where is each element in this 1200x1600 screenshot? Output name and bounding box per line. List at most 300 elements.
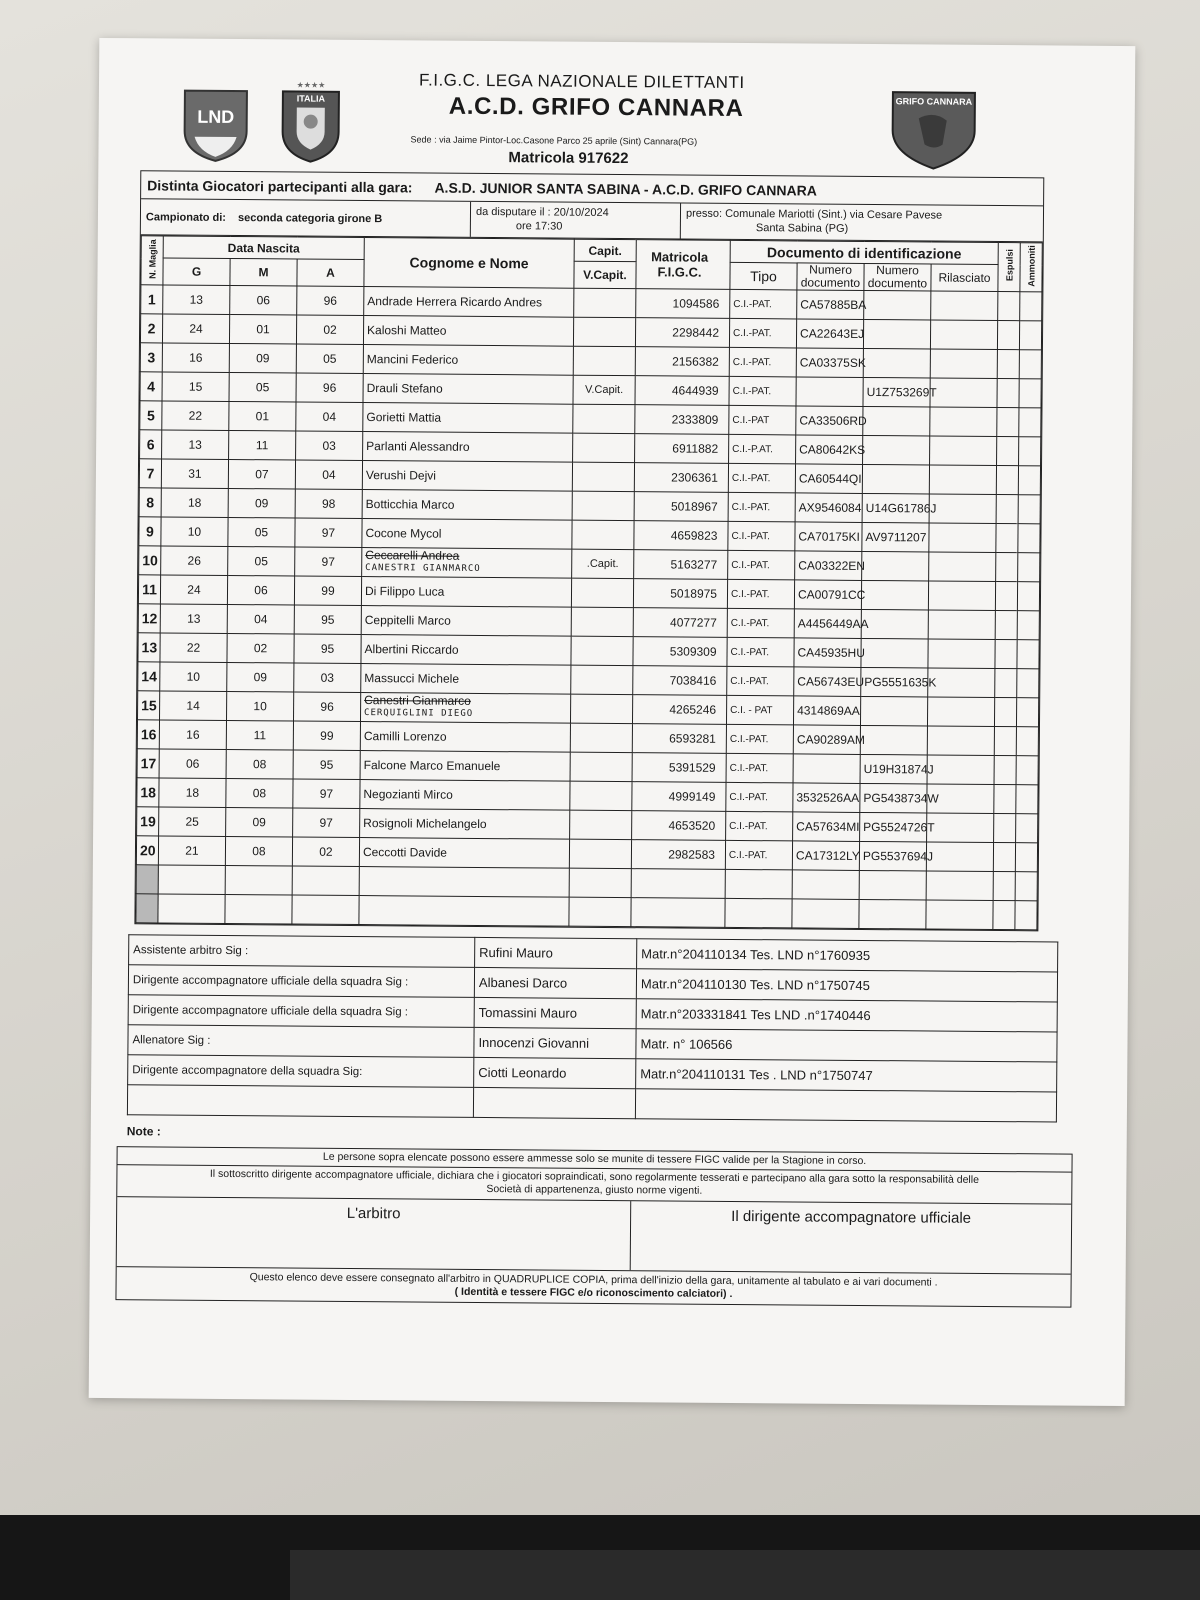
figc-matricola: 5018975 (633, 579, 727, 609)
player-name: Cocone Mycol (365, 526, 442, 541)
player-name: Verushi Dejvi (365, 468, 437, 483)
staff-name: Rufini Mauro (475, 937, 637, 968)
expelled-mark (995, 611, 1017, 640)
empty-cell (993, 871, 1015, 900)
player-name-cell (362, 461, 572, 492)
player-name: Botticchia Marco (365, 497, 455, 512)
championship-cell (141, 199, 471, 237)
birth-month: 09 (228, 488, 295, 518)
booked-mark (1019, 408, 1041, 437)
birth-year: 96 (296, 373, 363, 403)
col-matricola: Matricola F.I.G.C. (636, 240, 730, 290)
birth-day: 06 (159, 749, 226, 779)
captain-mark (571, 607, 633, 636)
player-name-cell (361, 635, 571, 666)
player-name: Mancini Federico (366, 352, 459, 367)
expelled-mark (994, 727, 1016, 756)
staff-name: Albanesi Darco (474, 967, 636, 998)
birth-year: 02 (296, 315, 363, 345)
empty-cell (792, 899, 859, 929)
birth-month: 11 (229, 430, 296, 460)
birth-month: 09 (229, 343, 296, 373)
captain-mark (571, 636, 633, 665)
booked-mark (1017, 640, 1039, 669)
player-name: Ceppitelli Marco (364, 613, 451, 628)
booked-mark (1017, 669, 1039, 698)
lnd-logo (180, 87, 251, 164)
player-name: Gorietti Mattia (366, 410, 442, 425)
note-label: Note : (126, 1124, 161, 1139)
doc-number-2 (862, 464, 929, 494)
player-name: Albertini Riccardo (364, 642, 459, 657)
birth-month: 07 (228, 459, 295, 489)
booked-mark (1018, 466, 1040, 495)
player-name-cell (362, 548, 572, 579)
staff-registration: Matr. n° 106566 (636, 1029, 1057, 1062)
expelled-mark (995, 669, 1017, 698)
birth-year: 95 (294, 605, 361, 635)
birth-day: 14 (160, 691, 227, 721)
championship-value: seconda categoria girone B (237, 211, 383, 225)
player-name-struck: Canestri Gianmarco (364, 693, 471, 708)
expelled-mark (997, 321, 1019, 350)
player-name-cell (360, 780, 570, 811)
player-name-cell (363, 345, 573, 376)
figc-matricola: 6593281 (632, 724, 726, 754)
col-vcapit: V.Capit. (574, 261, 636, 288)
birth-year: 04 (295, 460, 362, 490)
birth-year: 98 (295, 489, 362, 519)
captain-mark (573, 346, 635, 375)
birth-year: 97 (295, 518, 362, 548)
captain-mark (570, 781, 632, 810)
club-address: Sede : via Jaime Pintor-Loc.Casone Parco 25 aprile (Sint) Cannara(PG) (410, 134, 698, 147)
player-name: Ceccotti Davide (362, 845, 448, 860)
birth-year: 04 (296, 402, 363, 432)
doc-number-1: CA00791CC (794, 580, 861, 610)
expelled-mark (997, 379, 1019, 408)
captain-mark (570, 723, 632, 752)
player-name-cell (359, 838, 569, 869)
staff-registration: Matr.n°204110131 Tes . LND n°1750747 (636, 1059, 1057, 1092)
expelled-mark (995, 582, 1017, 611)
player-number: 1 (141, 285, 163, 314)
birth-day: 15 (162, 372, 229, 402)
player-name: Rosignoli Michelangelo (363, 816, 487, 832)
match-label: Distinta Giocatori partecipanti alla gara: (147, 176, 413, 195)
expelled-mark (993, 843, 1015, 872)
empty-cell (158, 865, 225, 895)
grifo-cannara-logo (888, 84, 979, 171)
player-name-cell (360, 693, 570, 724)
doc-issued (930, 436, 997, 466)
birth-day: 13 (163, 285, 230, 315)
staff-role: Dirigente accompagnatore della squadra Sig: (128, 1055, 474, 1088)
referee-signature: L'arbitro (117, 1197, 632, 1270)
player-number: 14 (138, 662, 160, 691)
birth-month: 02 (227, 633, 294, 663)
col-capit: Capit. (574, 239, 636, 261)
col-nome: Cognome e Nome (364, 238, 574, 289)
empty-cell (725, 869, 792, 899)
empty-cell (225, 894, 292, 924)
birth-month: 08 (226, 778, 293, 808)
player-number: 3 (140, 343, 162, 372)
player-name: Kaloshi Matteo (367, 323, 447, 338)
empty-cell (1015, 872, 1037, 901)
birth-day: 10 (161, 517, 228, 547)
birth-year: 99 (294, 576, 361, 606)
doc-number-2 (860, 725, 927, 755)
figc-matricola: 4644939 (635, 376, 729, 406)
captain-mark (572, 462, 634, 491)
expelled-mark (997, 408, 1019, 437)
doc-issued (929, 523, 996, 553)
booked-mark (1016, 814, 1038, 843)
doc-type: C.I.-PAT. (726, 724, 793, 754)
captain-mark (571, 578, 633, 607)
figc-matricola: 5309309 (633, 637, 727, 667)
col-num-doc1: Numero documento (797, 263, 864, 291)
player-number: 4 (140, 372, 162, 401)
booked-mark (1018, 495, 1040, 524)
birth-day: 22 (162, 401, 229, 431)
player-name-cell (362, 490, 572, 521)
figc-matricola: 2333809 (635, 405, 729, 435)
captain-mark (573, 433, 635, 462)
birth-month: 05 (228, 517, 295, 547)
venue-line2: Santa Sabina (PG) (755, 222, 849, 235)
booked-mark (1016, 727, 1038, 756)
birth-day: 13 (162, 430, 229, 460)
doc-issued (930, 407, 997, 437)
birth-month: 05 (228, 546, 295, 576)
birth-day: 18 (161, 488, 228, 518)
birth-day: 16 (162, 343, 229, 373)
empty-cell (359, 867, 569, 898)
federation-title: F.I.G.C. LEGA NAZIONALE DILETTANTI (418, 70, 745, 93)
birth-day: 16 (159, 720, 226, 750)
player-number: 17 (137, 749, 159, 778)
player-name: Andrade Herrera Ricardo Andres (367, 294, 543, 310)
svg-text:GRIFO CANNARA: GRIFO CANNARA (895, 96, 973, 107)
svg-text:★★★★: ★★★★ (296, 80, 326, 90)
figc-matricola: 4659823 (634, 521, 728, 551)
col-n-maglia: N. Maglia (141, 236, 163, 285)
booked-mark (1019, 379, 1041, 408)
players-table (135, 235, 1042, 930)
col-data-nascita: Data Nascita (163, 236, 364, 260)
empty-cell (725, 898, 792, 928)
doc-number-1: 4314869AA (793, 696, 860, 726)
figc-matricola: 5018967 (634, 492, 728, 522)
birth-day: 26 (161, 546, 228, 576)
player-name-handwritten: CANESTRI GIANMARCO (365, 563, 481, 574)
empty-cell (225, 865, 292, 895)
player-name-corrected (365, 549, 568, 577)
empty-cell (926, 900, 993, 930)
player-name-cell (360, 809, 570, 840)
birth-year: 03 (294, 663, 361, 693)
expelled-mark (997, 350, 1019, 379)
figc-matricola: 6911882 (635, 434, 729, 464)
birth-day: 21 (158, 836, 225, 866)
doc-number-1: CA57634MI (793, 812, 860, 842)
svg-text:ITALIA: ITALIA (296, 93, 326, 104)
doc-number-1: CA03375SK (796, 348, 863, 378)
col-documento: Documento di identificazione (730, 240, 998, 264)
expelled-mark (994, 785, 1016, 814)
captain-mark: .Capit. (572, 549, 634, 578)
doc-type: C.I.-PAT. (727, 666, 794, 696)
figc-matricola: 5391529 (632, 753, 726, 783)
doc-issued (928, 668, 995, 698)
doc-number-1: CA33506RD (796, 406, 863, 436)
staff-name: Ciotti Leonardo (474, 1057, 636, 1088)
birth-day: 18 (159, 778, 226, 808)
players-form (134, 170, 1044, 931)
captain-mark: V.Capit. (573, 375, 635, 404)
player-number: 6 (140, 430, 162, 459)
doc-number-1 (796, 377, 863, 407)
birth-month: 08 (226, 749, 293, 779)
player-number: 10 (139, 546, 161, 575)
doc-number-2 (864, 290, 931, 320)
player-name-cell (361, 606, 571, 637)
player-name-cell (361, 577, 571, 608)
figc-matricola: 4077277 (633, 608, 727, 638)
notes-footer (116, 1267, 1070, 1306)
staff-table (127, 934, 1058, 1122)
figc-matricola: 4999149 (632, 782, 726, 812)
player-name: Di Filippo Luca (364, 584, 445, 599)
player-name: Negozianti Mirco (363, 787, 453, 802)
staff-registration: Matr.n°203331841 Tes LND .n°1740446 (636, 999, 1057, 1032)
birth-month: 11 (226, 720, 293, 750)
declaration-line-b: Società di appartenenza, giusto norme vigenti. (486, 1183, 703, 1197)
birth-day: 31 (161, 459, 228, 489)
player-name: Falcone Marco Emanuele (363, 758, 501, 774)
doc-issued (931, 291, 998, 321)
doc-number-1: CA80642KS (796, 435, 863, 465)
booked-mark (1019, 321, 1041, 350)
captain-mark (570, 752, 632, 781)
booked-mark (1020, 292, 1042, 321)
doc-number-2: U19H31874J (860, 754, 927, 784)
empty-cell (292, 895, 359, 925)
staff-role: Dirigente accompagnatore ufficiale della squadra Sig : (128, 995, 474, 1028)
doc-number-1: CA70175KI (795, 522, 862, 552)
birth-month: 04 (227, 604, 294, 634)
birth-year: 05 (296, 344, 363, 374)
player-number: 16 (137, 720, 159, 749)
doc-type: C.I.-PAT (729, 405, 796, 435)
player-number: 2 (140, 314, 162, 343)
notes-box (115, 1146, 1072, 1308)
match-date: da disputare il : 20/10/2024 (475, 205, 609, 219)
doc-type: C.I.-PAT. (729, 376, 796, 406)
birth-month: 09 (227, 662, 294, 692)
col-num-doc2: Numero documento (864, 263, 931, 291)
empty-cell (1015, 901, 1037, 930)
birth-month: 09 (226, 807, 293, 837)
player-number: 13 (138, 633, 160, 662)
player-number: 18 (137, 778, 159, 807)
expelled-mark (995, 640, 1017, 669)
championship-label: Campionato di: (145, 210, 227, 224)
col-rilasciato: Rilasciato (931, 264, 998, 292)
birth-year: 95 (293, 750, 360, 780)
sheet-header (98, 38, 1135, 178)
doc-issued (926, 842, 993, 872)
captain-mark (573, 404, 635, 433)
empty-cell (631, 898, 725, 928)
doc-number-2 (863, 406, 930, 436)
doc-type: C.I.-PAT. (728, 521, 795, 551)
doc-number-2 (863, 319, 930, 349)
birth-day: 22 (160, 633, 227, 663)
doc-number-2: U14G61786J (862, 493, 929, 523)
table-row-empty (136, 894, 1037, 930)
doc-number-2: U1Z753269T (863, 377, 930, 407)
player-name: Parlanti Alessandro (366, 439, 470, 454)
doc-number-2 (860, 696, 927, 726)
player-name-cell (362, 519, 572, 550)
expelled-mark (994, 756, 1016, 785)
doc-number-1: 3532526AA (793, 783, 860, 813)
player-number: 7 (139, 459, 161, 488)
staff-name (473, 1087, 635, 1118)
birth-day: 24 (160, 575, 227, 605)
doc-number-1 (793, 754, 860, 784)
doc-issued (929, 552, 996, 582)
doc-number-1: CA57885BA (797, 290, 864, 320)
expelled-mark (994, 698, 1016, 727)
captain-mark (571, 665, 633, 694)
expelled-mark (997, 437, 1019, 466)
empty-cell (136, 894, 158, 923)
birth-day: 25 (159, 807, 226, 837)
figc-matricola: 1094586 (636, 289, 730, 319)
venue-line1: presso: Comunale Mariotti (Sint.) via Cesare Pavese (685, 207, 943, 222)
doc-number-2: AV9711207 (862, 522, 929, 552)
doc-type: C.I. - PAT (726, 695, 793, 725)
col-g: G (163, 258, 230, 286)
doc-issued (927, 755, 994, 785)
doc-issued (930, 378, 997, 408)
birth-day: 13 (160, 604, 227, 634)
player-number: 5 (140, 401, 162, 430)
doc-number-1: CA17312LY (792, 841, 859, 871)
doc-number-1: CA90289AM (793, 725, 860, 755)
empty-cell (569, 897, 631, 926)
birth-month: 06 (230, 285, 297, 315)
figc-matricola: 4653520 (632, 811, 726, 841)
expelled-mark (996, 553, 1018, 582)
manager-signature: Il dirigente accompagnatore ufficiale (731, 1207, 972, 1227)
empty-cell (631, 869, 725, 899)
player-number: 19 (137, 807, 159, 836)
empty-cell (926, 871, 993, 901)
expelled-mark (998, 292, 1020, 321)
doc-type: C.I.-PAT. (726, 782, 793, 812)
doc-issued (927, 813, 994, 843)
booked-mark (1016, 756, 1038, 785)
staff-name: Tomassini Mauro (474, 997, 636, 1028)
birth-month: 08 (225, 836, 292, 866)
venue-cell (681, 204, 1043, 242)
doc-type: C.I.-PAT. (728, 492, 795, 522)
captain-mark (574, 288, 636, 317)
birth-year: 97 (295, 547, 362, 577)
birth-year: 97 (293, 779, 360, 809)
booked-mark (1017, 582, 1039, 611)
doc-type: C.I.-PAT. (727, 637, 794, 667)
doc-type: C.I.-PAT. (729, 318, 796, 348)
player-name-cell (360, 751, 570, 782)
player-name-cell (363, 403, 573, 434)
booked-mark (1015, 843, 1037, 872)
captain-mark (572, 520, 634, 549)
doc-type: C.I.-PAT. (726, 811, 793, 841)
doc-number-2 (861, 638, 928, 668)
booked-mark (1019, 350, 1041, 379)
col-a: A (297, 259, 364, 287)
booked-mark (1018, 553, 1040, 582)
col-tipo: Tipo (730, 262, 797, 290)
staff-role (127, 1085, 473, 1118)
date-cell (471, 202, 681, 239)
doc-number-2 (863, 348, 930, 378)
birth-month: 10 (227, 691, 294, 721)
footer-line-b: ( Identità e tessere FIGC e/o riconoscimento calciatori) . (454, 1285, 733, 1300)
birth-year: 96 (293, 692, 360, 722)
player-name: Drauli Stefano (366, 381, 443, 396)
figc-matricola: 2298442 (635, 318, 729, 348)
doc-number-2: PG5551635K (861, 667, 928, 697)
player-name-cell (363, 432, 573, 463)
staff-role: Allenatore Sig : (128, 1025, 474, 1058)
player-number: 8 (139, 488, 161, 517)
figc-matricola: 4265246 (632, 695, 726, 725)
birth-month: 05 (229, 372, 296, 402)
doc-issued (927, 726, 994, 756)
booked-mark (1016, 698, 1038, 727)
notes-line1: Le persone sopra elencate possono essere ammesse solo se munite di tessere FIGC valide per la Stagione in corso. (118, 1147, 1072, 1172)
birth-year: 97 (293, 808, 360, 838)
birth-month: 06 (227, 575, 294, 605)
declaration-line-a: Il sottoscritto dirigente accompagnatore ufficiale, dichiara che i giocatori sopraindicati, sono regolarmente tesserati e partecipano alla gara sotto la responsabilità delle (209, 1167, 979, 1186)
captain-mark (569, 839, 631, 868)
col-m: M (230, 258, 297, 286)
captain-mark (572, 491, 634, 520)
staff-name: Innocenzi Giovanni (474, 1027, 636, 1058)
empty-cell (859, 870, 926, 900)
birth-year: 95 (294, 634, 361, 664)
figc-matricola: 2306361 (634, 463, 728, 493)
figc-matricola: 5163277 (634, 550, 728, 580)
expelled-mark (996, 524, 1018, 553)
doc-type: C.I.-PAT. (727, 608, 794, 638)
doc-issued (929, 465, 996, 495)
doc-issued (928, 581, 995, 611)
player-number: 20 (136, 836, 158, 865)
signature-row (117, 1197, 1072, 1274)
doc-number-1: AX9546084 (795, 493, 862, 523)
doc-number-1: CA03322EN (795, 551, 862, 581)
figc-matricola: 2156382 (635, 347, 729, 377)
col-espulsi: Espulsi (998, 243, 1020, 292)
